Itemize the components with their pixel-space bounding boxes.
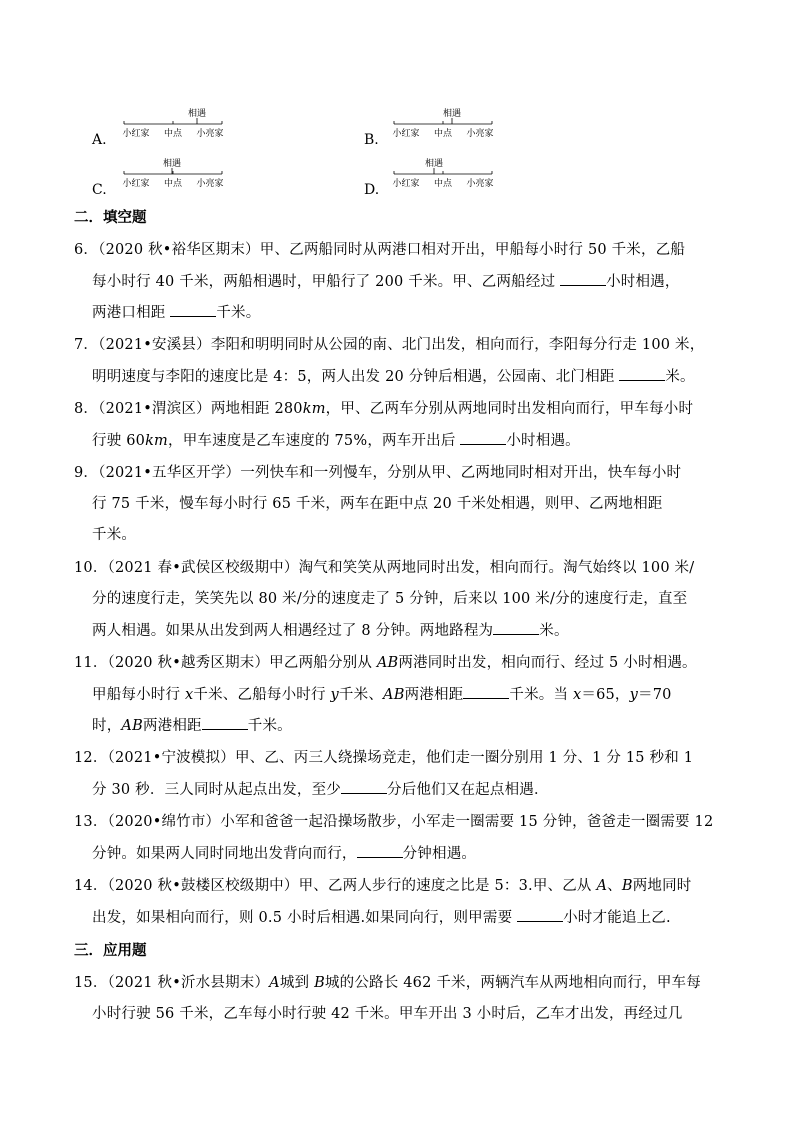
home-left-label: 小红家: [392, 129, 420, 139]
option-b-diagram: [364, 102, 524, 142]
question-11-line-2: 甲船每小时行 x千米、乙船每小时行 y千米、AB两港相距 千米。当 x＝65，y＝70: [92, 684, 672, 705]
home-right-label: 小亮家: [466, 129, 494, 139]
midpoint-label: 中点: [163, 179, 183, 189]
answer-blank[interactable]: [493, 620, 539, 635]
option-b[interactable]: [364, 102, 664, 152]
home-left-label: 小红家: [122, 179, 150, 189]
answer-blank[interactable]: [170, 302, 216, 317]
question-10-line-1: 10．（2021 春•武侯区校级期中）淘气和笑笑从两地同时出发，相向而行。淘气始终以 100 米/: [74, 560, 695, 576]
question-6-line-2: 每小时行 40 千米，两船相遇时，甲船行了 200 千米。甲、乙两船经过 小时相遇，: [92, 271, 680, 292]
home-right-label: 小亮家: [196, 179, 224, 189]
answer-blank[interactable]: [202, 715, 248, 730]
answer-blank[interactable]: [517, 907, 563, 922]
option-a-diagram: [92, 102, 252, 142]
option-letter: B.: [364, 132, 379, 148]
question-6-line-1: 6．（2020 秋•裕华区期末）甲、乙两船同时从两港口相对开出，甲船每小时行 50 千米，乙船: [74, 242, 686, 258]
question-14-line-2: 出发，如果相向而行，则 0.5 小时后相遇.如果同向行，则甲需要 小时才能追上乙.: [92, 907, 671, 928]
question-9-line-1: 9．（2021•五华区开学）一列快车和一列慢车，分别从甲、乙两地同时相对开出，快车每小时: [74, 465, 682, 481]
question-13-line-1: 13．（2020•绵竹市）小军和爸爸一起沿操场散步，小军走一圈需要 15 分钟，爸爸走一圈需要 12: [74, 814, 714, 830]
option-a[interactable]: [92, 102, 392, 152]
answer-blank[interactable]: [341, 779, 387, 794]
question-10-line-2: 分的速度行走，笑笑先以 80 米/分的速度走了 5 分钟，后来以 100 米/分的速度行走，直至: [92, 591, 688, 607]
question-11-line-1: 11．（2020 秋•越秀区期末）甲乙两船分别从 AB两港同时出发，相向而行、经过 5 小时相遇。: [74, 655, 697, 671]
question-7-line-1: 7．（2021•安溪县）李阳和明明同时从公园的南、北门出发，相向而行，李阳每分行走 100 米，: [74, 337, 705, 353]
option-d[interactable]: [364, 152, 664, 202]
question-8-line-2: 行驶 60km，甲车速度是乙车速度的 75%，两车开出后 小时相遇。: [92, 430, 580, 451]
answer-blank[interactable]: [560, 271, 606, 286]
home-left-label: 小红家: [392, 179, 420, 189]
question-9-line-3: 千米。: [92, 527, 137, 543]
section-heading-fill-in: 二．填空题: [74, 210, 147, 226]
meet-label: 相遇: [424, 159, 444, 169]
question-12-line-1: 12．（2021•宁波模拟）甲、乙、丙三人绕操场竞走，他们走一圈分别用 1 分、1 分 15 秒和 1: [74, 750, 694, 766]
question-13-line-2: 分钟。如果两人同时同地出发背向而行， 分钟相遇。: [92, 843, 476, 864]
meet-label: 相遇: [442, 109, 462, 119]
option-c[interactable]: [92, 152, 392, 202]
midpoint-label: 中点: [433, 129, 453, 139]
option-letter: A.: [92, 132, 107, 148]
answer-blank[interactable]: [463, 684, 509, 699]
section-heading-application: 三．应用题: [74, 943, 147, 959]
question-7-line-2: 明明速度与李阳的速度比是 4：5，两人出发 20 分钟后相遇，公园南、北门相距 米。: [92, 366, 695, 387]
meet-label: 相遇: [187, 109, 207, 119]
home-right-label: 小亮家: [466, 179, 494, 189]
question-14-line-1: 14．（2020 秋•鼓楼区校级期中）甲、乙两人步行的速度之比是 5：3.甲、乙从 A、B两地同时: [74, 878, 692, 894]
option-d-diagram: [364, 152, 524, 192]
option-letter: C.: [92, 182, 107, 198]
meet-label: 相遇: [162, 159, 182, 169]
question-11-line-3: 时，AB两港相距 千米。: [92, 715, 292, 736]
question-15-line-2: 小时行驶 56 千米，乙车每小时行驶 42 千米。甲车开出 3 小时后，乙车才出发，再经过几: [92, 1006, 683, 1022]
answer-blank[interactable]: [619, 366, 665, 381]
question-9-line-2: 行 75 千米，慢车每小时行 65 千米，两车在距中点 20 千米处相遇，则甲、乙两地相距: [92, 496, 663, 512]
question-8-line-1: 8．（2021•渭滨区）两地相距 280km，甲、乙两车分别从两地同时出发相向而行，甲车每小时: [74, 401, 694, 417]
question-15-line-1: 15．（2021 秋•沂水县期末）A城到 B城的公路长 462 千米，两辆汽车从两地相向而行，甲车每: [74, 975, 701, 991]
question-12-line-2: 分 30 秒．三人同时从起点出发，至少 分后他们又在起点相遇．: [92, 779, 549, 800]
answer-blank[interactable]: [460, 430, 506, 445]
option-letter: D.: [364, 182, 380, 198]
option-c-diagram: [92, 152, 252, 192]
home-right-label: 小亮家: [196, 129, 224, 139]
answer-blank[interactable]: [357, 843, 403, 858]
home-left-label: 小红家: [122, 129, 150, 139]
question-10-line-3: 两人相遇。如果从出发到两人相遇经过了 8 分钟。两地路程为 米。: [92, 620, 569, 641]
midpoint-label: 中点: [433, 179, 453, 189]
question-6-line-3: 两港口相距 千米。: [92, 302, 260, 323]
midpoint-label: 中点: [163, 129, 183, 139]
